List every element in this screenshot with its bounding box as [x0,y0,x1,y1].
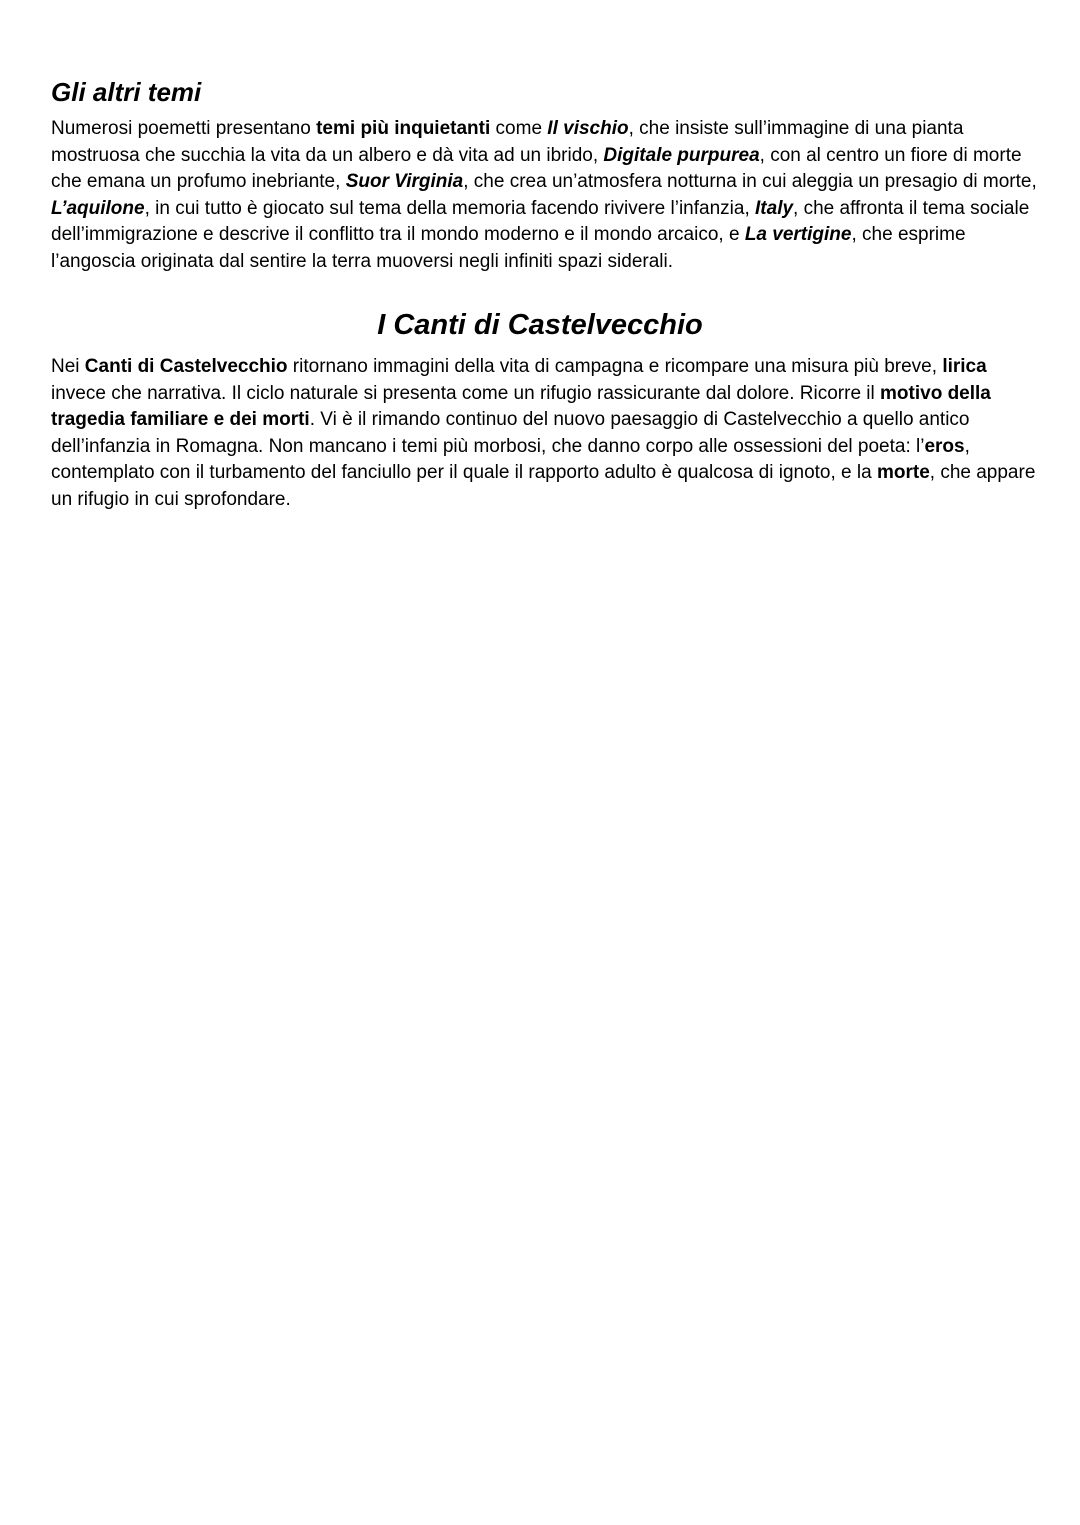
text-run: , che insiste sull’immagine di una pianta mostruosa che succhia la vita da un albero e dà vita ad un ibrido, [51,118,964,166]
text-run: ritornano immagini della vita di campagna e ricompare una misura più breve, [287,356,943,377]
text-run: Nei [51,356,85,377]
text-run: , in cui tutto è giocato sul tema della memoria facendo rivivere l’infanzia, [144,197,756,219]
work-title-laquilone: L’aquilone [51,197,145,219]
work-title-digitale-purpurea: Digitale purpurea [603,144,760,166]
work-title-il-vischio: Il vischio [547,118,629,139]
work-title-suor-virginia: Suor Virginia [345,171,464,192]
section-heading-altri-temi: Gli altri temi [51,77,202,107]
emphasis-tragedia-familiare: motivo della tragedia familiare e dei morti [51,382,991,430]
section-heading-canti-di-castelvecchio: I Canti di Castelvecchio [377,309,703,341]
emphasis-canti-di-castelvecchio: Canti di Castelvecchio [84,356,288,377]
emphasis-eros: eros [924,435,965,457]
paragraph-altri-temi [51,116,1041,275]
text-run: come [490,118,548,139]
text-run: Numerosi poemetti presentano [51,118,317,139]
work-title-la-vertigine: La vertigine [744,224,852,245]
emphasis-lirica: lirica [942,356,987,377]
paragraph-canti-di-castelvecchio [51,354,1041,513]
text-run: invece che narrativa. Il ciclo naturale si presenta come un rifugio rassicurante dal dolore. Ricorre il [51,382,881,404]
text-run: , che esprime l’angoscia originata dal sentire la terra muoversi negli infiniti spazi siderali. [51,224,966,272]
text-run: , che appare un rifugio in cui sprofondare. [51,462,1036,510]
text-run: . Vi è il rimando continuo del nuovo paesaggio di Castelvecchio a quello antico dell’infanzia in Romagna. Non mancano i temi più morbosi, che danno corpo alle ossessioni del poeta: l’ [51,409,970,457]
text-run: , che crea un’atmosfera notturna in cui aleggia un presagio di morte, [463,171,1037,192]
work-title-italy: Italy [755,197,794,219]
text-run: , contemplato con il turbamento del fanciullo per il quale il rapporto adulto è qualcosa di ignoto, e la [51,435,970,483]
emphasis-temi-inquietanti: temi più inquietanti [316,118,491,139]
text-run: , che affronta il tema sociale dell’immigrazione e descrive il conflitto tra il mondo moderno e il mondo arcaico, e [51,197,1030,245]
text-run: , con al centro un fiore di morte che emana un profumo inebriante, [51,144,1022,192]
emphasis-morte: morte [876,462,930,483]
